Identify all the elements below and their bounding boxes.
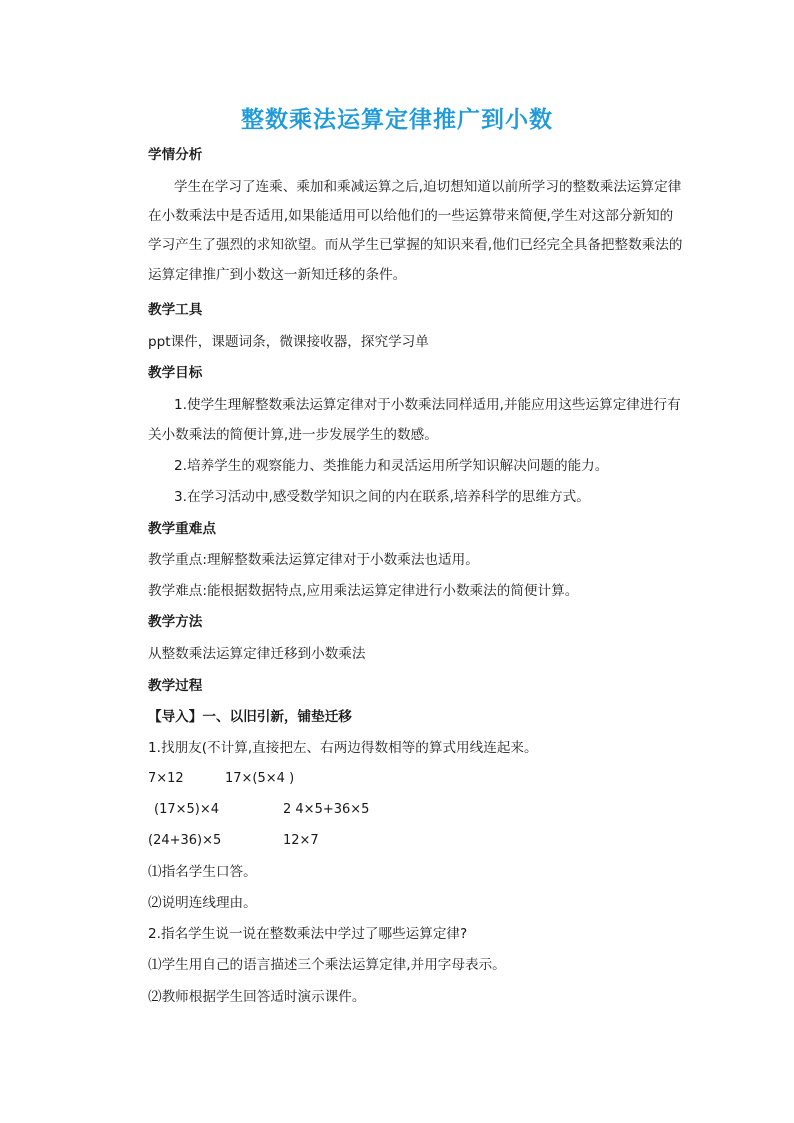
paragraph-line: 教学难点:能根据数据特点,应用乘法运算定律进行小数乘法的简便计算。 (148, 583, 579, 599)
paragraph-line: 2.培养学生的观察能力、类推能力和灵活运用所学知识解决问题的能力。 (174, 458, 609, 474)
paragraph-line: ⑴学生用自己的语言描述三个乘法运算定律,并用字母表示。 (148, 957, 506, 973)
section-heading-goals: 教学目标 (148, 365, 203, 381)
paragraph-line: 教学重点:理解整数乘法运算定律对于小数乘法也适用。 (148, 552, 479, 568)
paragraph-line: ⑴指名学生口答。 (148, 864, 257, 880)
section-heading-process: 教学过程 (148, 678, 203, 694)
paragraph-line: 在小数乘法中是否适用,如果能适用可以给他们的一些运算带来简便,学生对这部分新知的 (148, 208, 674, 224)
expression-left: (24+36)×5 (148, 833, 222, 848)
paragraph-line: 关小数乘法的简便计算,进一步发展学生的数感。 (148, 427, 438, 443)
expression-right: 17×(5×4 ) (225, 771, 295, 786)
expression-right: 12×7 (283, 833, 319, 848)
subsection-heading-intro: 【导入】一、以旧引新，铺垫迁移 (148, 709, 352, 725)
section-heading-tools: 教学工具 (148, 302, 203, 318)
expression-left: (17×5)×4 (154, 802, 220, 817)
section-heading-keypoints: 教学重难点 (148, 521, 216, 537)
paragraph-line: 2.指名学生说一说在整数乘法中学过了哪些运算定律? (148, 926, 468, 942)
paragraph-line: ⑵说明连线理由。 (148, 895, 257, 911)
paragraph-line: 学生在学习了连乘、乘加和乘减运算之后,迫切想知道以前所学习的整数乘法运算定律 (174, 179, 682, 195)
section-heading-analysis: 学情分析 (148, 147, 203, 163)
expression-right: 2 4×5+36×5 (283, 802, 370, 817)
section-heading-method: 教学方法 (148, 614, 203, 630)
document-title: 整数乘法运算定律推广到小数 (241, 107, 553, 133)
paragraph-line: 学习产生了强烈的求知欲望。而从学生已掌握的知识来看,他们已经完全具备把整数乘法的 (148, 237, 683, 253)
expression-left: 7×12 (148, 771, 184, 786)
paragraph-line: 1.找朋友(不计算,直接把左、右两边得数相等的算式用线连起来。 (148, 740, 538, 756)
paragraph-line: 从整数乘法运算定律迁移到小数乘法 (148, 646, 366, 662)
paragraph-line: 1.使学生理解整数乘法运算定律对于小数乘法同样适用,并能应用这些运算定律进行有 (174, 397, 681, 413)
paragraph-line: 3.在学习活动中,感受数学知识之间的内在联系,培养科学的思维方式。 (174, 489, 590, 505)
paragraph-line: 运算定律推广到小数这一新知迁移的条件。 (148, 267, 407, 283)
paragraph-line: ⑵教师根据学生回答适时演示课件。 (148, 989, 366, 1005)
paragraph-line: ppt课件，课题词条，微课接收器，探究学习单 (148, 334, 429, 350)
